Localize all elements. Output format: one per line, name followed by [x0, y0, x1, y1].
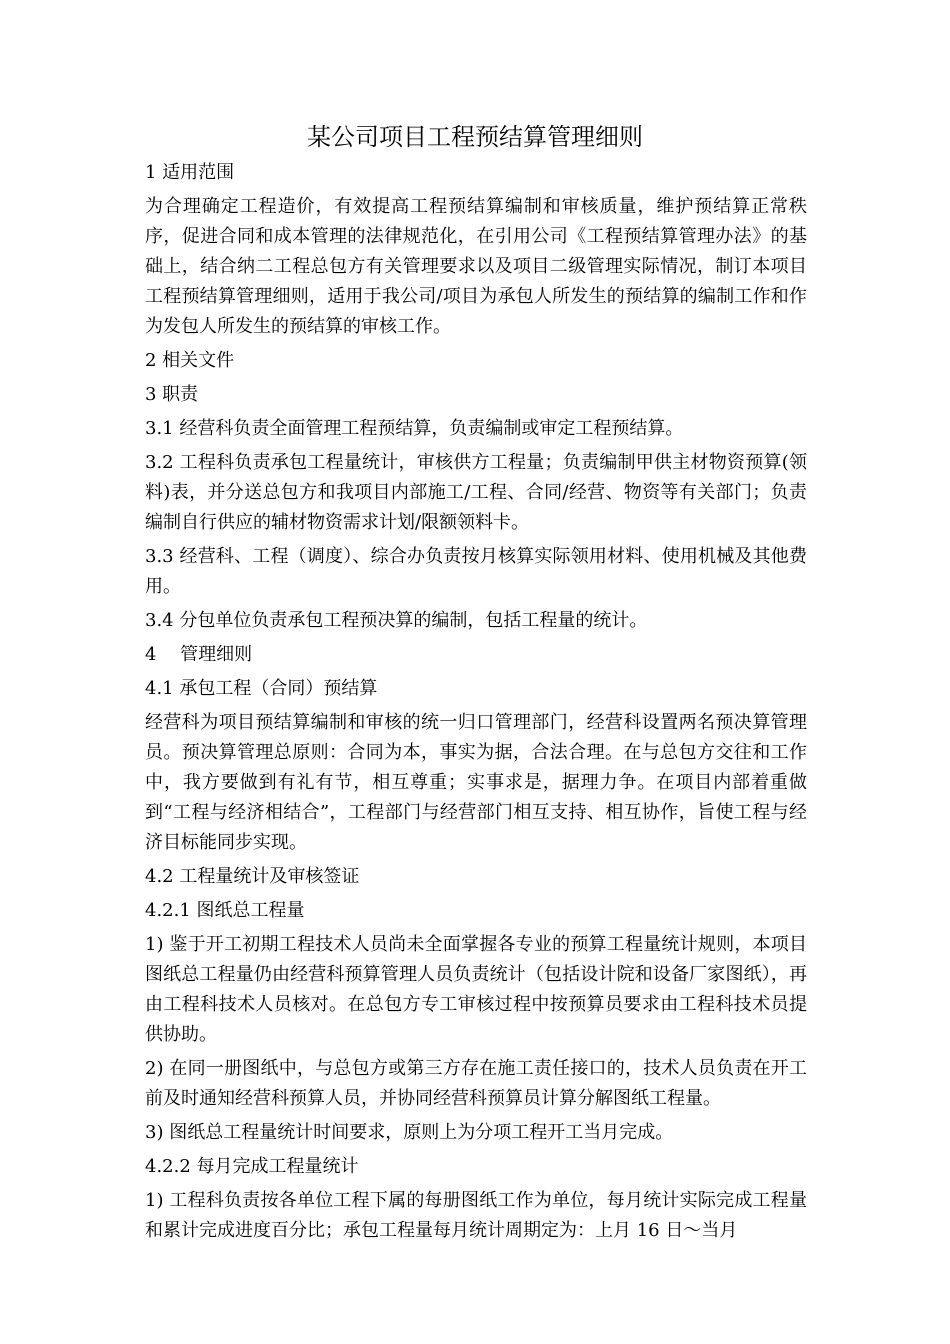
document-body: [145, 158, 807, 1250]
paragraph-4-2-2-item-1: 1) 工程科负责按各单位工程下属的每册图纸工作为单位，每月统计实际完成工程量和累计完成进度百分比；承包工程量每月统计周期定为：上月 16 日～当月: [145, 1190, 807, 1241]
heading-4-2-2: 4.2.2 每月完成工程量统计: [145, 1156, 359, 1177]
document-title: 某公司项目工程预结算管理细则: [307, 123, 643, 151]
heading-related-documents: 2 相关文件: [145, 350, 235, 371]
heading-4-1: 4.1 承包工程（合同）预结算: [145, 678, 378, 699]
heading-responsibilities: 3 职责: [145, 384, 199, 405]
paragraph-4-2-1-item-1: 1) 鉴于开工初期工程技术人员尚未全面掌握各专业的预算工程量统计规则，本项目图纸总工程量仍由经营科预算管理人员负责统计（包括设计院和设备厂家图纸），再由工程科技术人员核对。在总包方专工审核过程中按预算员要求由工程科技术员提供协助。: [145, 934, 807, 1045]
paragraph-scope: 为合理确定工程造价，有效提高工程预结算编制和审核质量，维护预结算正常秩序，促进合同和成本管理的法律规范化，在引用公司《工程预结算管理办法》的基础上，结合纳二工程总包方有关管理要求以及项目二级管理实际情况，制订本项目工程预结算管理细则，适用于我公司/项目为承包人所发生的预结算的编制工作和作为发包人所发生的预结算的审核工作。: [145, 196, 807, 337]
heading-management-rules: 4 管理细则: [145, 644, 253, 665]
heading-scope: 1 适用范围: [145, 162, 235, 183]
paragraph-4-1: 经营科为项目预结算编制和审核的统一归口管理部门，经营科设置两名预决算管理员。预决算管理总原则：合同为本，事实为据，合法合理。在与总包方交往和工作中，我方要做到有礼有节，相互尊重；实事求是，据理力争。在项目内部着重做到“工程与经济相结合”，工程部门与经营部门相互支持、相互协作，旨使工程与经济目标能同步实现。: [145, 712, 807, 853]
heading-4-2-1: 4.2.1 图纸总工程量: [145, 900, 305, 921]
paragraph-3-4: 3.4 分包单位负责承包工程预决算的编制，包括工程量的统计。: [145, 610, 648, 631]
paragraph-3-1: 3.1 经营科负责全面管理工程预结算，负责编制或审定工程预结算。: [145, 418, 684, 439]
heading-4-2: 4.2 工程量统计及审核签证: [145, 866, 360, 887]
paragraph-3-2: 3.2 工程科负责承包工程量统计，审核供方工程量；负责编制甲供主材物资预算(领料)表，并分送总包方和我项目内部施工/工程、合同/经营、物资等有关部门；负责编制自行供应的辅材物资需求计划/限额领料卡。: [145, 452, 807, 533]
paragraph-4-2-1-item-3: 3) 图纸总工程量统计时间要求，原则上为分项工程开工当月完成。: [145, 1122, 674, 1143]
paragraph-3-3: 3.3 经营科、工程（调度）、综合办负责按月核算实际领用材料、使用机械及其他费用。: [145, 546, 807, 597]
paragraph-4-2-1-item-2: 2) 在同一册图纸中，与总包方或第三方存在施工责任接口的，技术人员负责在开工前及时通知经营科预算人员，并协同经营科预算员计算分解图纸工程量。: [145, 1058, 807, 1109]
